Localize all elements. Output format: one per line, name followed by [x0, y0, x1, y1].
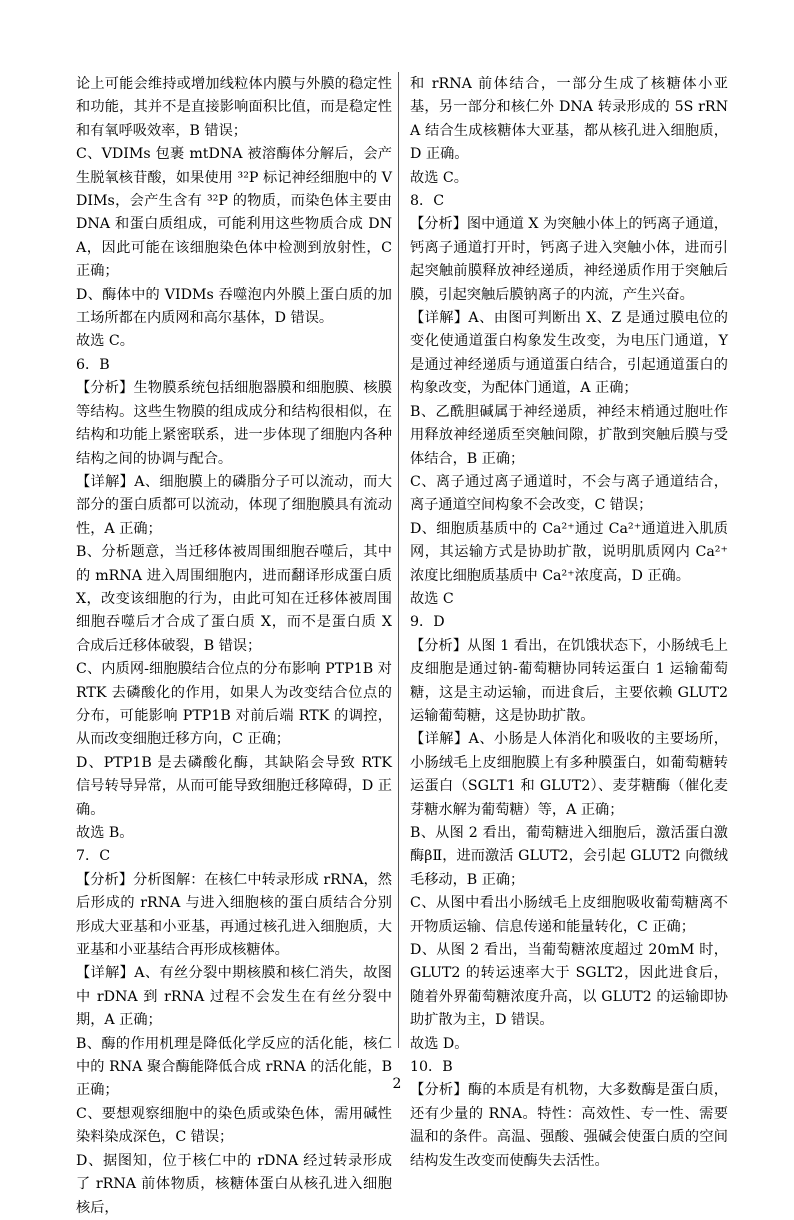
paragraph: 论上可能会维持或增加线粒体内膜与外膜的稳定性和功能，其并不是直接影响面积比值，而是稳定性和有氧呼吸效率，B 错误； — [76, 76, 392, 139]
paragraph: C、VDIMs 包裹 mtDNA 被溶酶体分解后，会产生脱氧核苷酸，如果使用 ³²P 标记神经细胞中的 VDIMs，会产生含有 ³²P 的物质，而染色体主要由 DNA 和蛋白质组成，可能利用这些物质合成 DNA，因此可能在该细胞染色体中检测到放射性，C 正确； — [76, 146, 392, 280]
right-column — [410, 73, 728, 1173]
paragraph: 【详解】A、小肠是人体消化和吸收的主要场所，小肠绒毛上皮细胞膜上有多种膜蛋白，如葡萄糖转运蛋白（SGLT1 和 GLUT2）、麦芽糖酶（催化麦芽糖水解为葡萄糖）等，A 正确； — [410, 731, 728, 818]
paragraph: C、要想观察细胞中的染色质或染色体，需用碱性染料染成深色，C 错误； — [76, 1105, 392, 1146]
paragraph: C、内质网-细胞膜结合位点的分布影响 PTP1B 对 RTK 去磷酸化的作用，如果人为改变结合位点的分布，可能影响 PTP1B 对前后端 RTK 的调控，从而改变细胞迁移方向，C 正确； — [76, 661, 392, 748]
paragraph: 6．B — [76, 356, 110, 373]
paragraph: 9．D — [410, 614, 445, 631]
paragraph: D、酶体中的 VIDMs 吞噬泡内外膜上蛋白质的加工场所都在内质网和高尔基体，D 错误。 — [76, 286, 392, 327]
paragraph: B、乙酰胆碱属于神经递质，神经末梢通过胞吐作用释放神经递质至突触间隙，扩散到突触后膜与受体结合，B 正确； — [410, 403, 728, 467]
paragraph: 【详解】A、细胞膜上的磷脂分子可以流动，而大部分的蛋白质都可以流动，体现了细胞膜具有流动性，A 正确； — [76, 473, 392, 537]
paragraph: B、分析题意，当迁移体被周围细胞吞噬后，其中的 mRNA 进入周围细胞内，进而翻译形成蛋白质 X，改变该细胞的行为，由此可知在迁移体被周围细胞吞噬后才合成了蛋白质 X，而不是蛋白质 X 合成后迁移体破裂，B 错误； — [76, 544, 392, 654]
paragraph: 7．C — [76, 848, 111, 865]
page-number: 2 — [392, 1076, 402, 1092]
paragraph: 故选 C。 — [410, 169, 468, 186]
paragraph: 10．B — [410, 1059, 453, 1076]
paragraph: B、从图 2 看出，葡萄糖进入细胞后，激活蛋白激酶βⅡ，进而激活 GLUT2，会引起 GLUT2 向微绒毛移动，B 正确； — [410, 825, 728, 888]
paragraph: 故选 B。 — [76, 825, 134, 841]
column-divider — [398, 72, 399, 1048]
paragraph: D、据图知，位于核仁中的 rDNA 经过转录形成了 rRNA 前体物质，核糖体蛋白从核孔进入细胞核后， — [76, 1152, 392, 1216]
paragraph: 故选 C。 — [76, 333, 134, 350]
left-column — [76, 73, 392, 1220]
paragraph: 8．C — [410, 193, 445, 210]
paragraph: 和 rRNA 前体结合，一部分生成了核糖体小亚基，另一部分和核仁外 DNA 转录形成的 5S rRNA 结合生成核糖体大亚基，都从核孔进入细胞质，D 正确。 — [410, 76, 728, 163]
paragraph: C、从图中看出小肠绒毛上皮细胞吸收葡萄糖离不开物质运输、信息传递和能量转化，C 正确； — [410, 895, 728, 935]
paragraph: 故选 D。 — [410, 1035, 469, 1052]
paragraph: D、PTP1B 是去磷酸化酶，其缺陷会导致 RTK 信号转导异常，从而可能导致细胞迁移障碍，D 正确。 — [76, 754, 392, 818]
paragraph: 【分析】酶的本质是有机物，大多数酶是蛋白质，还有少量的 RNA。特性：高效性、专一性、需要温和的条件。高温、强酸、强碱会使蛋白质的空间结构发生改变而使酶失去活性。 — [410, 1082, 728, 1169]
paragraph: C、离子通过离子通道时，不会与离子通道结合，离子通道空间构象不会改变，C 错误； — [410, 473, 728, 514]
paragraph: 【分析】从图 1 看出，在饥饿状态下，小肠绒毛上皮细胞是通过钠-葡萄糖协同转运蛋白 1 运输葡萄糖，这是主动运输，而进食后，主要依赖 GLUT2 运输葡萄糖，这是协助扩散。 — [410, 637, 728, 724]
paragraph: D、从图 2 看出，当葡萄糖浓度超过 20mM 时，GLUT2 的转运速率大于 SGLT2，因此进食后，随着外界葡萄糖浓度升高，以 GLUT2 的运输即协助扩散为主，D 错误。 — [410, 942, 728, 1029]
paragraph: D、细胞质基质中的 Ca²⁺通过 Ca²⁺通道进入肌质网，其运输方式是协助扩散，说明肌质网内 Ca²⁺浓度比细胞质基质中 Ca²⁺浓度高，D 正确。 — [410, 520, 728, 584]
paragraph: 【详解】A、有丝分裂中期核膜和核仁消失，故图中 rDNA 到 rRNA 过程不会发生在有丝分裂中期，A 正确； — [76, 965, 392, 1029]
paragraph: 【分析】生物膜系统包括细胞器膜和细胞膜、核膜等结构。这些生物膜的组成成分和结构很相似，在结构和功能上紧密联系，进一步体现了细胞内各种结构之间的协调与配合。 — [76, 380, 392, 467]
paragraph: 【分析】图中通道 X 为突触小体上的钙离子通道，钙离子通道打开时，钙离子进入突触小体，进而引起突触前膜释放神经递质，神经递质作用于突触后膜，引起突触后膜钠离子的内流，产生兴奋。 — [410, 216, 728, 303]
paragraph: 故选 C — [410, 590, 454, 607]
paragraph: 【分析】分析图解：在核仁中转录形成 rRNA，然后形成的 rRNA 与进入细胞核的蛋白质结合分别形成大亚基和小亚基，再通过核孔进入细胞质，大亚基和小亚基结合再形成核糖体。 — [76, 871, 392, 959]
paragraph: 【详解】A、由图可判断出 X、Z 是通过膜电位的变化使通道蛋白构象发生改变，为电压门通道，Y 是通过神经递质与通道蛋白结合，引起通道蛋白的构象改变，为配体门通道，A 正确； — [410, 310, 728, 397]
paragraph: B、酶的作用机理是降低化学反应的活化能，核仁中的 RNA 聚合酶能降低合成 rRNA 的活化能，B 正确； — [76, 1035, 392, 1099]
